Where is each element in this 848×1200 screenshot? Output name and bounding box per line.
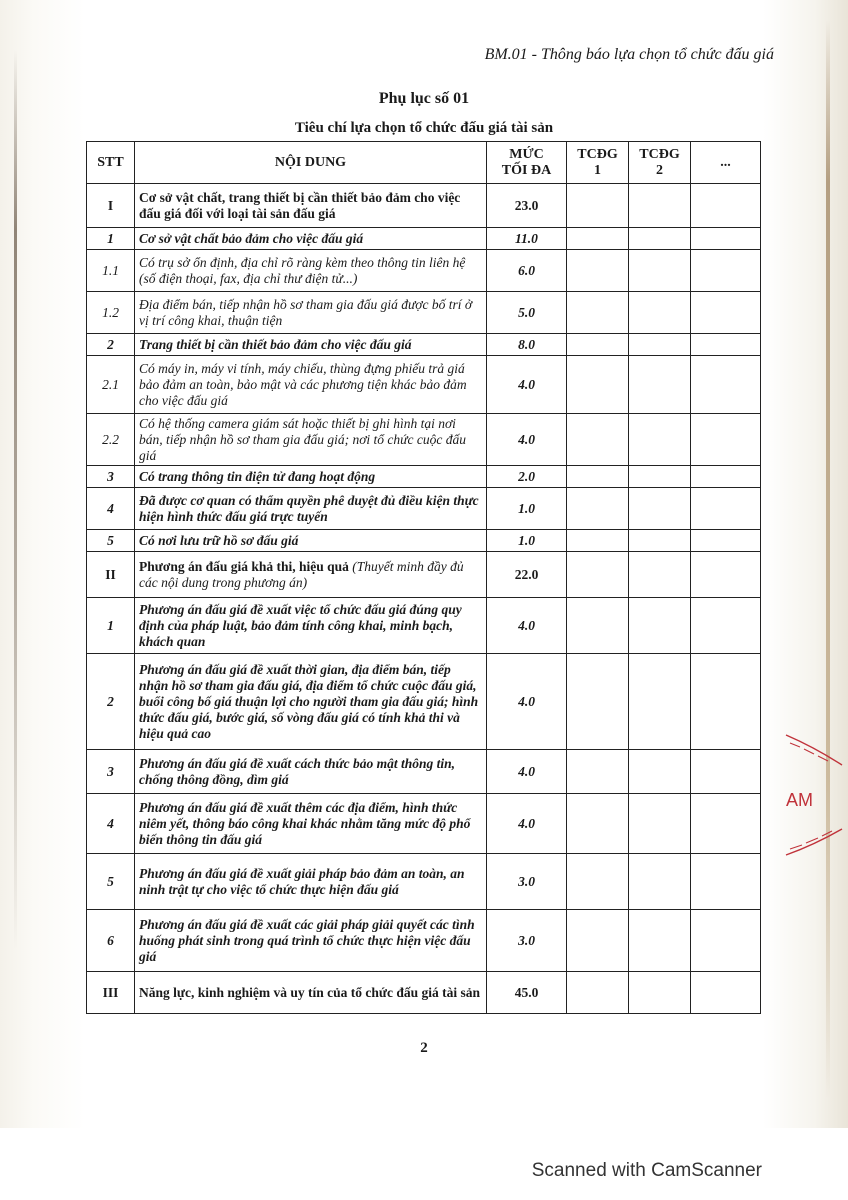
table-row bbox=[87, 750, 761, 794]
page-edge-left bbox=[14, 50, 17, 950]
row-content: Cơ sở vật chất, trang thiết bị cần thiết bảo đảm cho việc đấu giá đối với loại tài sản đấu giá bbox=[135, 184, 487, 228]
header-content: NỘI DUNG bbox=[135, 142, 487, 184]
header-tcdg-2: TCĐG 2 bbox=[629, 142, 691, 184]
table-row bbox=[87, 972, 761, 1014]
row-max-score: 4.0 bbox=[487, 654, 567, 750]
row-stt: 1 bbox=[87, 228, 135, 250]
score-cell bbox=[629, 972, 691, 1014]
row-max-score: 4.0 bbox=[487, 598, 567, 654]
score-cell bbox=[567, 794, 629, 854]
row-max-score: 3.0 bbox=[487, 910, 567, 972]
row-content: Có hệ thống camera giám sát hoặc thiết bị ghi hình tại nơi bán, tiếp nhận hồ sơ tham gia đấu giá; nơi tổ chức cuộc đấu giá bbox=[135, 414, 487, 466]
row-max-score: 6.0 bbox=[487, 250, 567, 292]
row-content: Năng lực, kinh nghiệm và uy tín của tổ chức đấu giá tài sản bbox=[135, 972, 487, 1014]
scanner-watermark: Scanned with CamScanner bbox=[531, 1160, 762, 1181]
table-row bbox=[87, 552, 761, 598]
row-content: Phương án đấu giá đề xuất việc tổ chức đấu giá đúng quy định của pháp luật, bảo đảm tính công khai, minh bạch, khách quan bbox=[135, 598, 487, 654]
score-cell bbox=[567, 250, 629, 292]
row-stt: III bbox=[87, 972, 135, 1014]
table-row bbox=[87, 334, 761, 356]
row-stt: 2 bbox=[87, 654, 135, 750]
score-cell bbox=[691, 466, 761, 488]
score-cell bbox=[691, 794, 761, 854]
row-max-score: 22.0 bbox=[487, 552, 567, 598]
row-content: Phương án đấu giá đề xuất thêm các địa điểm, hình thức niêm yết, thông báo công khai khác nhằm tăng mức độ phổ biến thông tin đấu giá bbox=[135, 794, 487, 854]
score-cell bbox=[629, 250, 691, 292]
score-cell bbox=[691, 292, 761, 334]
row-stt: 5 bbox=[87, 854, 135, 910]
score-cell bbox=[629, 854, 691, 910]
score-cell bbox=[691, 654, 761, 750]
row-content: Trang thiết bị cần thiết bảo đảm cho việc đấu giá bbox=[135, 334, 487, 356]
score-cell bbox=[629, 356, 691, 414]
table-row bbox=[87, 654, 761, 750]
score-cell bbox=[629, 228, 691, 250]
row-stt: 4 bbox=[87, 794, 135, 854]
page-edge-right bbox=[826, 20, 830, 1100]
score-cell bbox=[567, 488, 629, 530]
row-content: Cơ sở vật chất bảo đảm cho việc đấu giá bbox=[135, 228, 487, 250]
row-content: Địa điểm bán, tiếp nhận hồ sơ tham gia đấu giá được bố trí ở vị trí công khai, thuận tiện bbox=[135, 292, 487, 334]
score-cell bbox=[691, 530, 761, 552]
row-stt: I bbox=[87, 184, 135, 228]
row-content: Phương án đấu giá đề xuất thời gian, địa điểm bán, tiếp nhận hồ sơ tham gia đấu giá, địa điểm tổ chức cuộc đấu giá, buổi công bố giá thuận lợi cho người tham gia đấu giá; hình thức đấu giá, bước giá, số vòng đấu giá có tính khả thi và hiệu quả cao bbox=[135, 654, 487, 750]
score-cell bbox=[567, 598, 629, 654]
score-cell bbox=[691, 552, 761, 598]
score-cell bbox=[691, 598, 761, 654]
header-tcdg-1: TCĐG 1 bbox=[567, 142, 629, 184]
row-max-score: 11.0 bbox=[487, 228, 567, 250]
stamp-lettering: AM bbox=[786, 790, 813, 810]
table-row bbox=[87, 228, 761, 250]
row-content: Có trang thông tin điện tử đang hoạt động bbox=[135, 466, 487, 488]
score-cell bbox=[629, 750, 691, 794]
row-max-score: 4.0 bbox=[487, 794, 567, 854]
table-row bbox=[87, 598, 761, 654]
row-max-score: 4.0 bbox=[487, 750, 567, 794]
row-max-score: 23.0 bbox=[487, 184, 567, 228]
row-max-score: 3.0 bbox=[487, 854, 567, 910]
score-cell bbox=[567, 910, 629, 972]
row-stt: 6 bbox=[87, 910, 135, 972]
score-cell bbox=[629, 530, 691, 552]
table-row bbox=[87, 250, 761, 292]
table-row bbox=[87, 356, 761, 414]
row-content: Phương án đấu giá đề xuất các giải pháp giải quyết các tình huống phát sinh trong quá trình tổ chức thực hiện việc đấu giá bbox=[135, 910, 487, 972]
score-cell bbox=[629, 598, 691, 654]
row-content: Có nơi lưu trữ hồ sơ đấu giá bbox=[135, 530, 487, 552]
table-row bbox=[87, 794, 761, 854]
row-stt: 2.2 bbox=[87, 414, 135, 466]
score-cell bbox=[629, 794, 691, 854]
row-content-note: (Thuyết minh đầy đủ các nội dung trong phương án) bbox=[139, 558, 464, 590]
score-cell bbox=[691, 356, 761, 414]
row-content: Đã được cơ quan có thẩm quyền phê duyệt đủ điều kiện thực hiện hình thức đấu giá trực tuyến bbox=[135, 488, 487, 530]
row-max-score: 1.0 bbox=[487, 530, 567, 552]
score-cell bbox=[629, 292, 691, 334]
criteria-subtitle: Tiêu chí lựa chọn tổ chức đấu giá tài sản bbox=[294, 120, 554, 136]
row-content: Phương án đấu giá đề xuất cách thức bảo mật thông tin, chống thông đồng, dìm giá bbox=[135, 750, 487, 794]
form-code-note: BM.01 - Thông báo lựa chọn tổ chức đấu giá bbox=[484, 46, 774, 63]
score-cell bbox=[567, 184, 629, 228]
score-cell bbox=[629, 488, 691, 530]
table-row bbox=[87, 414, 761, 466]
table-row bbox=[87, 488, 761, 530]
score-cell bbox=[691, 228, 761, 250]
score-cell bbox=[629, 654, 691, 750]
table-header-row bbox=[87, 142, 761, 184]
score-cell bbox=[567, 414, 629, 466]
criteria-table bbox=[86, 141, 761, 1014]
row-stt: 3 bbox=[87, 466, 135, 488]
header-max-score: MỨC TỐI ĐA bbox=[487, 142, 567, 184]
score-cell bbox=[567, 228, 629, 250]
table-row bbox=[87, 854, 761, 910]
score-cell bbox=[567, 972, 629, 1014]
score-cell bbox=[629, 334, 691, 356]
score-cell bbox=[567, 654, 629, 750]
row-stt: 4 bbox=[87, 488, 135, 530]
row-stt: 1 bbox=[87, 598, 135, 654]
score-cell bbox=[567, 466, 629, 488]
score-cell bbox=[567, 750, 629, 794]
page-number: 2 bbox=[420, 1040, 428, 1056]
score-cell bbox=[629, 466, 691, 488]
row-max-score: 4.0 bbox=[487, 414, 567, 466]
row-stt: 3 bbox=[87, 750, 135, 794]
score-cell bbox=[691, 972, 761, 1014]
row-stt: 5 bbox=[87, 530, 135, 552]
score-cell bbox=[567, 356, 629, 414]
table-row bbox=[87, 530, 761, 552]
score-cell bbox=[691, 910, 761, 972]
row-stt: 2 bbox=[87, 334, 135, 356]
table-row bbox=[87, 184, 761, 228]
score-cell bbox=[691, 414, 761, 466]
row-max-score: 2.0 bbox=[487, 466, 567, 488]
score-cell bbox=[691, 184, 761, 228]
score-cell bbox=[629, 414, 691, 466]
appendix-title: Phụ lục số 01 bbox=[378, 90, 470, 107]
score-cell bbox=[691, 854, 761, 910]
table-row bbox=[87, 466, 761, 488]
row-max-score: 45.0 bbox=[487, 972, 567, 1014]
score-cell bbox=[629, 184, 691, 228]
header-more: ... bbox=[691, 142, 761, 184]
score-cell bbox=[691, 750, 761, 794]
row-stt: 1.2 bbox=[87, 292, 135, 334]
score-cell bbox=[567, 530, 629, 552]
row-stt: II bbox=[87, 552, 135, 598]
row-max-score: 4.0 bbox=[487, 356, 567, 414]
score-cell bbox=[567, 292, 629, 334]
row-content: Phương án đấu giá đề xuất giải pháp bảo đảm an toàn, an ninh trật tự cho việc tổ chức thực hiện đấu giá bbox=[135, 854, 487, 910]
row-stt: 1.1 bbox=[87, 250, 135, 292]
score-cell bbox=[629, 910, 691, 972]
row-max-score: 8.0 bbox=[487, 334, 567, 356]
score-cell bbox=[567, 854, 629, 910]
row-stt: 2.1 bbox=[87, 356, 135, 414]
score-cell bbox=[567, 334, 629, 356]
row-max-score: 1.0 bbox=[487, 488, 567, 530]
header-stt: STT bbox=[87, 142, 135, 184]
row-max-score: 5.0 bbox=[487, 292, 567, 334]
score-cell bbox=[567, 552, 629, 598]
table-row bbox=[87, 292, 761, 334]
score-cell bbox=[691, 488, 761, 530]
score-cell bbox=[629, 552, 691, 598]
row-content: Phương án đấu giá khả thi, hiệu quả (Thuyết minh đầy đủ các nội dung trong phương án) bbox=[135, 552, 487, 598]
score-cell bbox=[691, 334, 761, 356]
row-content: Có máy in, máy vi tính, máy chiếu, thùng đựng phiếu trả giá bảo đảm an toàn, bảo mật và các phương tiện khác bảo đảm cho việc đấu giá bbox=[135, 356, 487, 414]
table-row bbox=[87, 910, 761, 972]
row-content: Có trụ sở ổn định, địa chỉ rõ ràng kèm theo thông tin liên hệ (số điện thoại, fax, địa chỉ thư điện tử...) bbox=[135, 250, 487, 292]
score-cell bbox=[691, 250, 761, 292]
